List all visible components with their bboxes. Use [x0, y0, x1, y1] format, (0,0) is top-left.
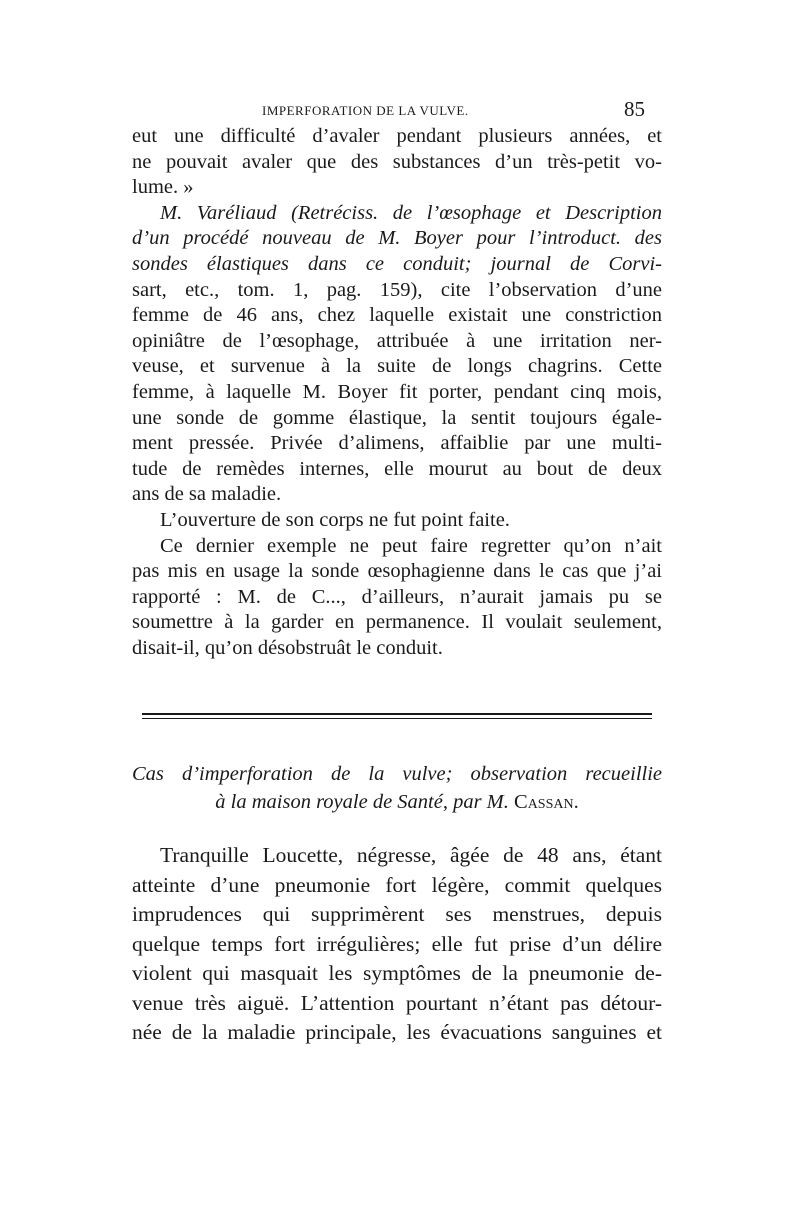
text-line: pas mis en usage la sonde œsophagienne dans le cas que j’ai	[132, 560, 662, 583]
text-line: ans de sa maladie.	[132, 483, 282, 506]
text-line: lume. »	[132, 176, 194, 199]
divider-rule-thin	[142, 718, 652, 719]
text-line: opiniâtre de l’œsophage, attribuée à une irritation ner-	[132, 329, 662, 352]
author-name: Cassan.	[514, 791, 579, 813]
heading-line-2	[132, 788, 662, 816]
section-divider	[142, 713, 652, 719]
text-line: L’ouverture de son corps ne fut point faite.	[160, 508, 510, 531]
body-text-bottom	[132, 841, 662, 1048]
text-line: ne pouvait avaler que des substances d’un très-petit vo-	[132, 150, 662, 173]
divider-rule-thick	[142, 713, 652, 715]
text-line: eut une difficulté d’avaler pendant plusieurs années, et	[132, 125, 662, 147]
text-line: sondes élastiques dans ce conduit; journal de Corvi-	[132, 252, 662, 275]
text-line: venue très aiguë. L’attention pourtant n’étant pas détour-	[132, 990, 662, 1015]
text-line: tude de remèdes internes, elle mourut au bout de deux	[132, 457, 662, 480]
text-line: née de la maladie principale, les évacuations sanguines et	[132, 1020, 662, 1044]
text-line: disait-il, qu’on désobstruât le conduit.	[132, 636, 443, 659]
text-line: femme, à laquelle M. Boyer fit porter, pendant cinq mois,	[132, 380, 662, 403]
text-line: Ce dernier exemple ne peut faire regretter qu’on n’ait	[160, 534, 662, 557]
page-header	[0, 95, 800, 125]
running-title: IMPERFORATION DE LA VULVE.	[262, 103, 469, 118]
heading-line-2-text: à la maison royale de Santé, par M.	[215, 791, 509, 813]
text-line: ment pressée. Privée d’alimens, affaiblie par une multi-	[132, 432, 662, 455]
text-line: sart, etc., tom. 1, pag. 159), cite l’observation d’une	[132, 278, 662, 301]
page-number: 85	[624, 97, 645, 121]
text-line: violent qui masquait les symptômes de la pneumonie de-	[132, 961, 662, 985]
text-line: soumettre à la garder en permanence. Il voulait seulement,	[132, 611, 662, 634]
heading-line-1: Cas d’imperforation de la vulve; observation recueillie	[132, 763, 662, 785]
text-line: M. Varéliaud (Retréciss. de l’œsophage et Description	[160, 201, 662, 224]
text-line: femme de 46 ans, chez laquelle existait une constriction	[132, 304, 662, 327]
text-line: atteinte d’une pneumonie fort légère, commit quelques	[132, 872, 662, 897]
text-line: Tranquille Loucette, négresse, âgée de 48 ans, étant	[160, 843, 662, 867]
text-line: une sonde de gomme élastique, la sentit toujours égale-	[132, 406, 662, 429]
text-line: rapporté : M. de C..., d’ailleurs, n’aurait jamais pu se	[132, 585, 662, 608]
text-line: imprudences qui supprimèrent ses menstrues, depuis	[132, 902, 662, 926]
text-line: d’un procédé nouveau de M. Boyer pour l’introduct. des	[132, 227, 662, 250]
body-text-top	[132, 124, 662, 661]
section-heading	[132, 760, 662, 816]
text-line: veuse, et survenue à la suite de longs chagrins. Cette	[132, 355, 662, 378]
text-line: quelque temps fort irrégulières; elle fut prise d’un délire	[132, 931, 662, 956]
